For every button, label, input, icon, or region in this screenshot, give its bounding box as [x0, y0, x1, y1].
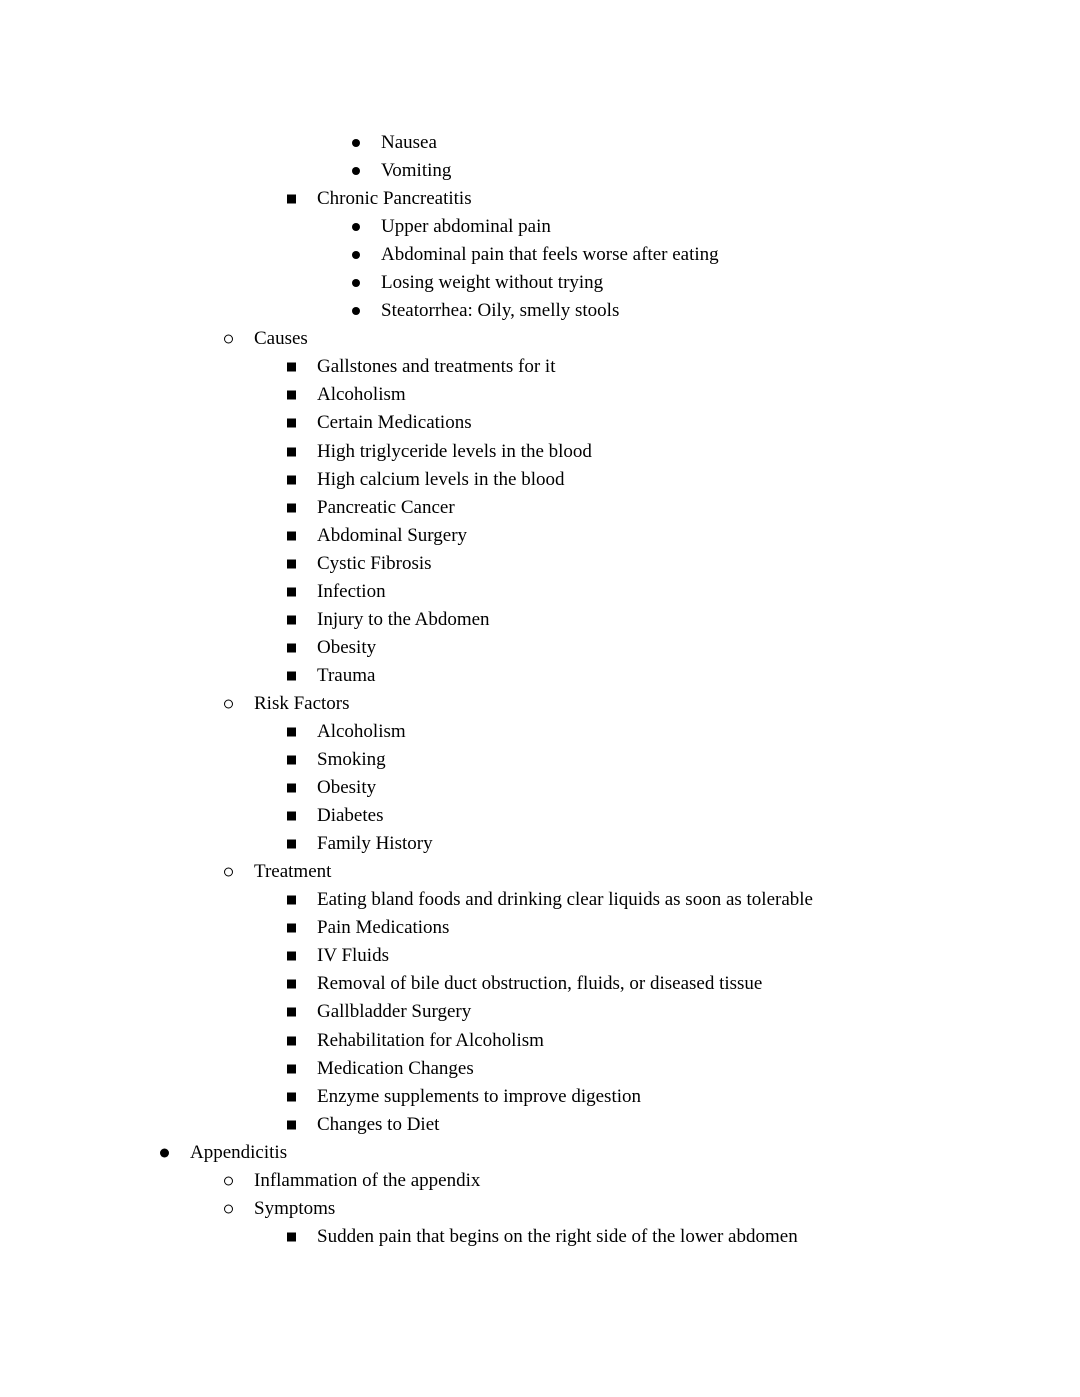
bullet-disc-icon: [160, 1148, 169, 1157]
list-item: [0, 297, 1080, 325]
list-item: [0, 942, 1080, 970]
list-item-text: Symptoms: [254, 1197, 336, 1219]
list-item-text: Cystic Fibrosis: [317, 552, 432, 574]
list-item: [0, 1139, 1080, 1167]
list-item: [0, 185, 1080, 213]
bullet-circle-icon: [224, 335, 233, 344]
bullet-square-icon: [287, 728, 296, 737]
bullet-circle-icon: [224, 1176, 233, 1185]
list-item-text: Trauma: [317, 664, 376, 686]
bullet-square-icon: [287, 531, 296, 540]
list-item: [0, 830, 1080, 858]
list-item-text: Abdominal pain that feels worse after eating: [381, 244, 719, 266]
list-item: [0, 690, 1080, 718]
list-item: [0, 522, 1080, 550]
list-item-text: Chronic Pancreatitis: [317, 188, 472, 210]
list-item-text: Vomiting: [381, 160, 452, 182]
bullet-circle-icon: [224, 868, 233, 877]
list-item-text: Causes: [254, 328, 308, 350]
bullet-disc-icon: [352, 167, 360, 175]
list-item-text: Alcoholism: [317, 384, 406, 406]
list-item-text: High calcium levels in the blood: [317, 468, 565, 490]
list-item: [0, 129, 1080, 157]
bullet-disc-icon: [352, 223, 360, 231]
list-item-text: Obesity: [317, 777, 377, 799]
list-item-text: Medication Changes: [317, 1057, 474, 1079]
list-item: [0, 774, 1080, 802]
list-item-text: Gallbladder Surgery: [317, 1001, 472, 1023]
bullet-square-icon: [287, 503, 296, 512]
list-item: [0, 466, 1080, 494]
list-item-text: Family History: [317, 833, 433, 855]
list-item: [0, 1083, 1080, 1111]
list-item: [0, 494, 1080, 522]
list-item-text: Smoking: [317, 749, 386, 771]
list-item: [0, 970, 1080, 998]
list-item: [0, 241, 1080, 269]
list-item: [0, 998, 1080, 1026]
list-item-text: Obesity: [317, 636, 377, 658]
list-item-text: Upper abdominal pain: [381, 216, 551, 238]
list-item: [0, 1195, 1080, 1223]
list-item-text: Risk Factors: [254, 692, 350, 714]
bullet-square-icon: [287, 671, 296, 680]
bullet-square-icon: [287, 615, 296, 624]
list-item-text: Certain Medications: [317, 412, 472, 434]
bullet-square-icon: [287, 475, 296, 484]
list-item: [0, 886, 1080, 914]
list-item: [0, 1055, 1080, 1083]
list-item: [0, 1167, 1080, 1195]
list-item-text: Sudden pain that begins on the right side of the lower abdomen: [317, 1225, 798, 1247]
bullet-square-icon: [287, 391, 296, 400]
list-item-text: Abdominal Surgery: [317, 524, 468, 546]
list-item: [0, 1223, 1080, 1251]
bullet-square-icon: [287, 195, 296, 204]
list-item: [0, 662, 1080, 690]
bullet-circle-icon: [224, 699, 233, 708]
bullet-square-icon: [287, 1036, 296, 1045]
list-item: [0, 550, 1080, 578]
bullet-disc-icon: [352, 307, 360, 315]
bullet-square-icon: [287, 784, 296, 793]
list-item-text: Infection: [317, 580, 386, 602]
bullet-square-icon: [287, 1008, 296, 1017]
list-item-text: Removal of bile duct obstruction, fluids, or diseased tissue: [317, 973, 763, 995]
list-item-text: Gallstones and treatments for it: [317, 356, 556, 378]
list-item: [0, 802, 1080, 830]
list-item-text: Eating bland foods and drinking clear liquids as soon as tolerable: [317, 889, 813, 911]
list-item: [0, 409, 1080, 437]
list-item-text: Rehabilitation for Alcoholism: [317, 1029, 544, 1051]
list-item: [0, 381, 1080, 409]
list-item: [0, 1111, 1080, 1139]
list-item-text: Steatorrhea: Oily, smelly stools: [381, 300, 620, 322]
bullet-square-icon: [287, 812, 296, 821]
bullet-disc-icon: [352, 139, 360, 147]
bullet-square-icon: [287, 952, 296, 961]
list-item-text: Diabetes: [317, 805, 384, 827]
list-item-text: Enzyme supplements to improve digestion: [317, 1085, 642, 1107]
bullet-square-icon: [287, 1064, 296, 1073]
list-item: [0, 1027, 1080, 1055]
list-item-text: High triglyceride levels in the blood: [317, 440, 592, 462]
list-item: [0, 746, 1080, 774]
bullet-square-icon: [287, 896, 296, 905]
list-item: [0, 157, 1080, 185]
list-item: [0, 858, 1080, 886]
bullet-square-icon: [287, 1092, 296, 1101]
bullet-square-icon: [287, 924, 296, 933]
list-item-text: IV Fluids: [317, 945, 389, 967]
list-item: [0, 718, 1080, 746]
bullet-disc-icon: [352, 251, 360, 259]
list-item-text: Changes to Diet: [317, 1113, 440, 1135]
notes-outline-list: [0, 129, 1080, 1251]
bullet-square-icon: [287, 363, 296, 372]
bullet-square-icon: [287, 559, 296, 568]
list-item: [0, 914, 1080, 942]
bullet-disc-icon: [352, 279, 360, 287]
bullet-square-icon: [287, 980, 296, 989]
bullet-square-icon: [287, 756, 296, 765]
bullet-square-icon: [287, 1232, 296, 1241]
list-item: [0, 438, 1080, 466]
list-item: [0, 606, 1080, 634]
list-item-text: Pain Medications: [317, 917, 450, 939]
list-item: [0, 213, 1080, 241]
list-item-text: Treatment: [254, 861, 332, 883]
list-item-text: Pancreatic Cancer: [317, 496, 455, 518]
list-item-text: Appendicitis: [190, 1141, 288, 1163]
list-item: [0, 353, 1080, 381]
list-item-text: Losing weight without trying: [381, 272, 604, 294]
list-item: [0, 578, 1080, 606]
bullet-square-icon: [287, 447, 296, 456]
list-item-text: Alcoholism: [317, 720, 406, 742]
list-item-text: Inflammation of the appendix: [254, 1169, 481, 1191]
list-item: [0, 634, 1080, 662]
list-item-text: Injury to the Abdomen: [317, 608, 490, 630]
list-item: [0, 269, 1080, 297]
bullet-circle-icon: [224, 1204, 233, 1213]
bullet-square-icon: [287, 419, 296, 428]
bullet-square-icon: [287, 587, 296, 596]
bullet-square-icon: [287, 1120, 296, 1129]
bullet-square-icon: [287, 840, 296, 849]
bullet-square-icon: [287, 643, 296, 652]
list-item-text: Nausea: [381, 132, 437, 153]
list-item: [0, 325, 1080, 353]
